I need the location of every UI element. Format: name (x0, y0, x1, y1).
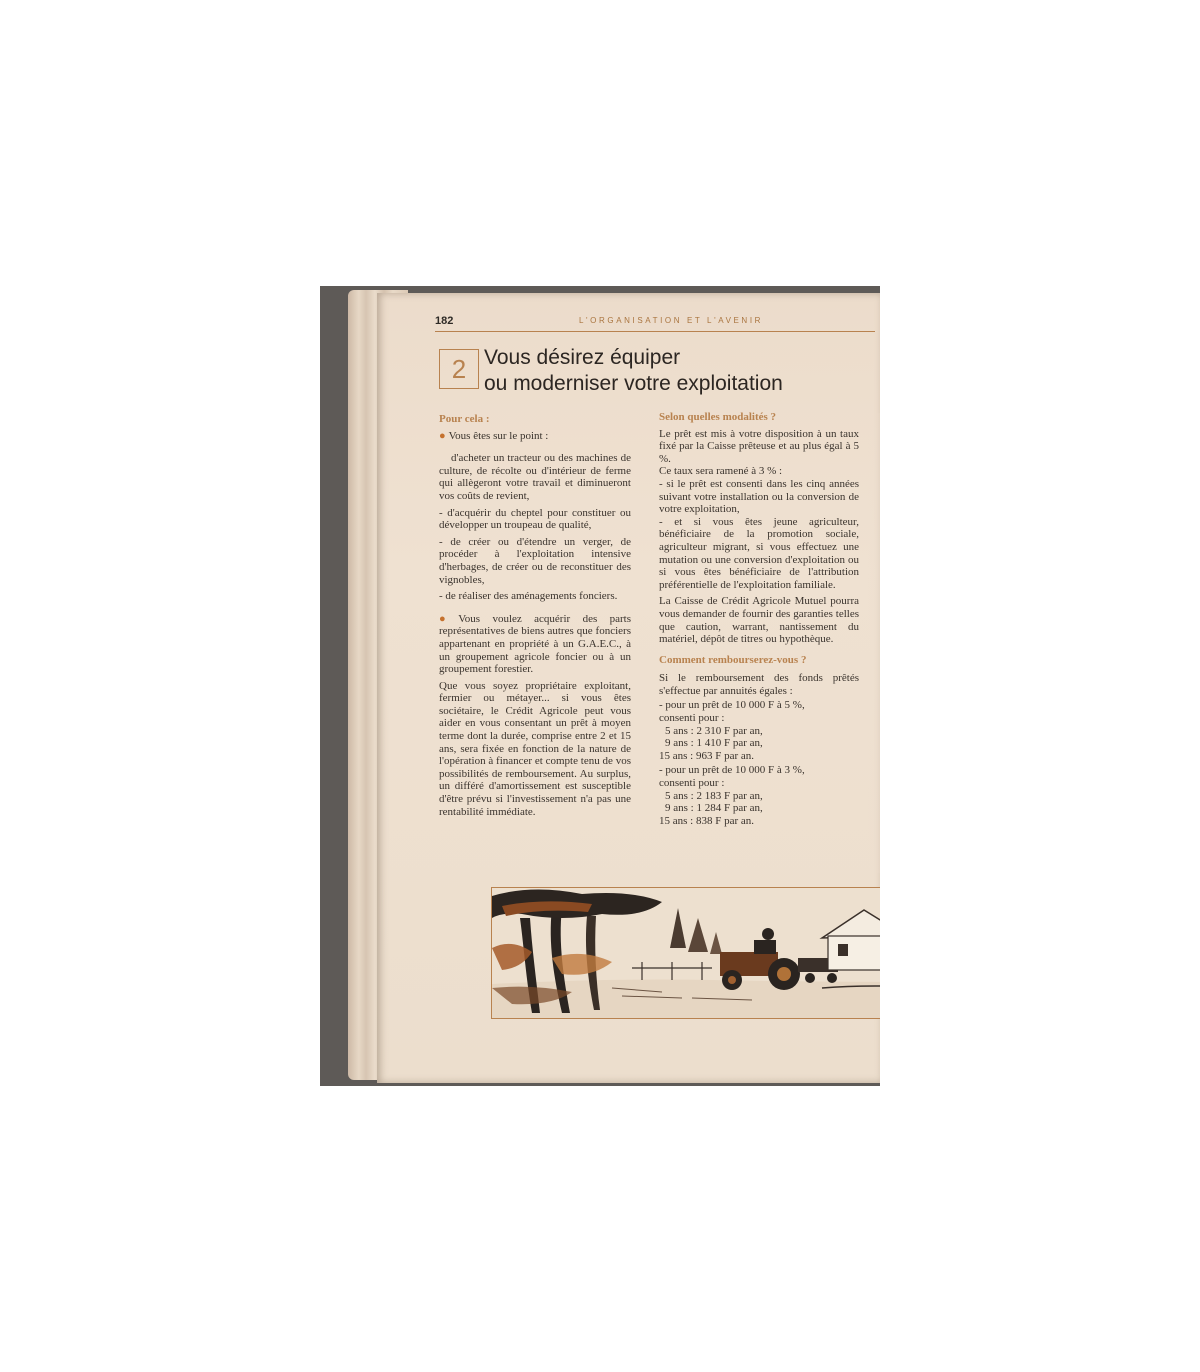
paragraph: Le prêt est mis à votre disposition à un taux fixé par la Caisse prêteuse et au plus égal à 5 %. (659, 427, 859, 465)
page-number: 182 (435, 315, 454, 327)
running-head: L'ORGANISATION ET L'AVENIR (579, 316, 764, 325)
page-title (484, 345, 880, 397)
bullet-icon: ● (439, 612, 456, 625)
right-subtitle-modalites: Selon quelles modalités ? (659, 411, 777, 423)
loan2-row: 9 ans : 1 284 F par an, (665, 802, 763, 815)
paragraph: - de créer ou d'étendre un verger, de procéder à l'exploitation intensive d'herbages, de créer ou de reconstituer des vignobles, (439, 535, 631, 586)
bullet-text: Vous êtes sur le point : (448, 429, 549, 442)
farm-illustration (491, 887, 880, 1019)
paragraph: - de réaliser des aménagements fonciers. (439, 590, 618, 603)
page-curve-shadow (867, 413, 880, 873)
paragraph: - si le prêt est consenti dans les cinq années suivant votre installation ou la conversion de votre exploitation, (659, 477, 859, 516)
book-photo (320, 286, 880, 1086)
bullet-paragraph (439, 430, 631, 443)
right-subtitle-remboursement: Comment rembourserez-vous ? (659, 653, 807, 666)
title-line-2: ou moderniser votre exploitation (484, 372, 783, 395)
title-line-1: Vous désirez équiper (484, 346, 681, 369)
bullet-icon: ● (439, 429, 446, 442)
paragraph: Que vous soyez propriétaire exploitant, fermier ou métayer... si vous êtes sociétaire, le Crédit Agricole peut vous aider en vous consentant un prêt à moyen terme dont la durée, comprise entre 2 et 15 ans, sera fixée en fonction de la nature de l'opération à financer et compte tenu de vos possibilités de remboursement. Au surplus, un différé d'amortissement est susceptible d'être prévu si l'investissement n'a pas une rentabilité immédiate. (439, 679, 631, 818)
loan2-row: 15 ans : 838 F par an. (659, 814, 755, 827)
loan1-row: 9 ans : 1 410 F par an, (665, 737, 763, 750)
paragraph: - et si vous êtes jeune agriculteur, bénéficiaire de la promotion sociale, agriculteur migrant, si vous effectuez une mutation ou une conversion d'exploitation ou si vous êtes bénéficiaire de l'attribution préférentielle de l'exploitation familiale. (659, 515, 859, 591)
paragraph: - d'acquérir du cheptel pour constituer ou développer un troupeau de qualité, (439, 506, 631, 532)
bullet-text: Vous voulez acquérir des parts représentatives de biens autres que fonciers appartenant en propriété à un G.A.E.C., à un groupement agricole foncier ou à un groupement forestier. (439, 612, 631, 676)
left-column (439, 413, 631, 822)
paragraph: La Caisse de Crédit Agricole Mutuel pourra vous demander de fournir des garanties telles que caution, warrant, nantissement du matériel, dépôt de titres ou hypothèque. (659, 595, 859, 646)
right-column (659, 411, 859, 827)
paragraph: Ce taux sera ramené à 3 % : (659, 465, 783, 478)
loan2-row: 5 ans : 2 183 F par an, (665, 789, 763, 802)
paragraph: d'acheter un tracteur ou des machines de culture, de récolte ou d'intérieur de ferme qui allègeront votre travail et diminueront vos coûts de revient, (439, 452, 631, 502)
chapter-number-box (439, 349, 479, 389)
loan2-intro-2: consenti pour : (659, 777, 725, 790)
tractor-illustration (492, 888, 880, 1018)
paragraph: Si le remboursement des fonds prêtés s'effectue par annuités égales : (659, 672, 859, 697)
loan1-intro: - pour un prêt de 10 000 F à 5 %, (659, 699, 805, 712)
book-page (377, 293, 880, 1083)
chapter-number: 2 (451, 354, 467, 384)
loan1-row: 15 ans : 963 F par an. (659, 749, 755, 762)
left-subtitle: Pour cela : (439, 413, 490, 425)
loan1-intro-2: consenti pour : (659, 712, 725, 725)
loan2-intro: - pour un prêt de 10 000 F à 3 %, (659, 764, 805, 777)
bullet-paragraph (439, 613, 631, 676)
loan1-row: 5 ans : 2 310 F par an, (665, 724, 763, 737)
page-header (435, 315, 875, 332)
